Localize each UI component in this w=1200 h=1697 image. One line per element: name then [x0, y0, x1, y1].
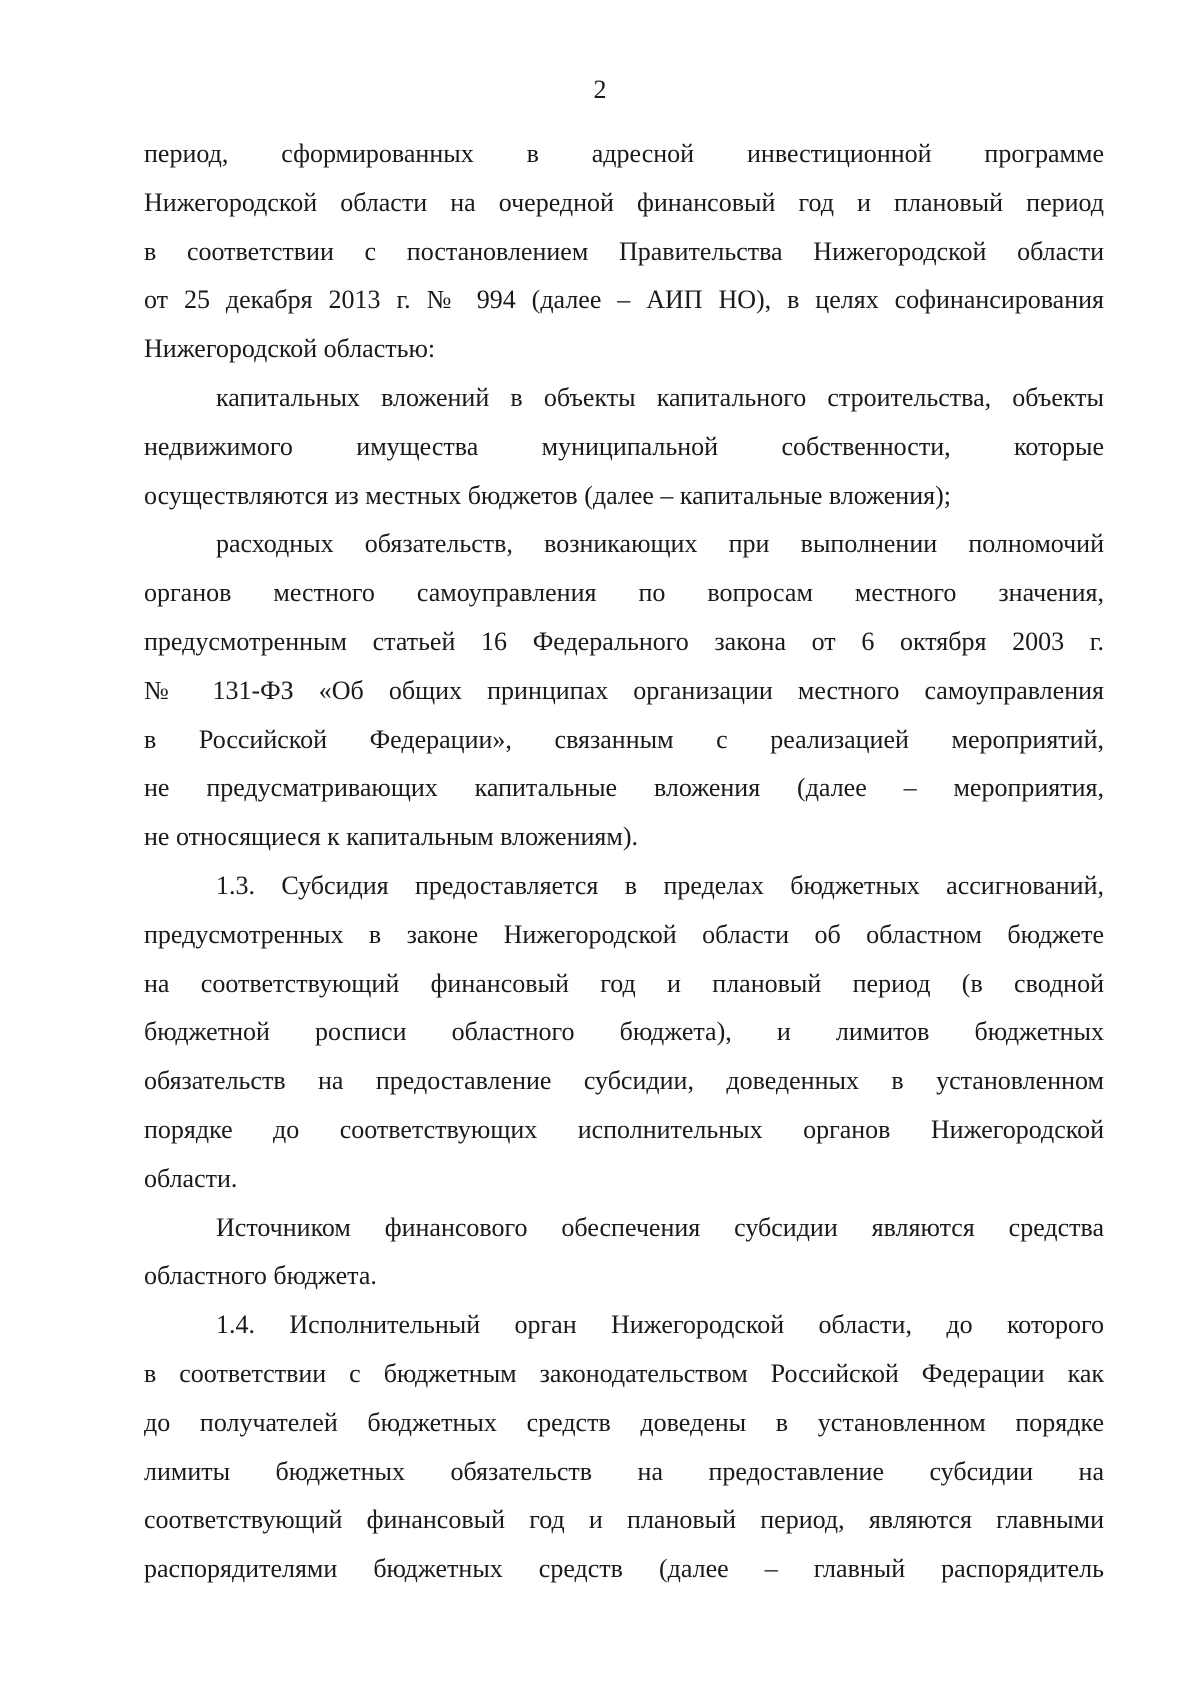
text-line: Нижегородской областью: [144, 334, 436, 364]
text-line: № 131-ФЗ «Об общих принципах организации местного самоуправления [144, 675, 1104, 705]
text-line: обязательств на предоставление субсидии, доведенных в установленном [144, 1066, 1104, 1096]
text-line: капитальных вложений в объекты капитального строительства, объекты [216, 382, 1104, 412]
text-line: порядке до соответствующих исполнительных органов Нижегородской [144, 1114, 1104, 1144]
text-line: от 25 декабря 2013 г. № 994 (далее – АИП НО), в целях софинансирования [144, 285, 1104, 315]
document-body [144, 130, 1104, 1594]
text-line: 1.3. Субсидия предоставляется в пределах бюджетных ассигнований, [216, 870, 1104, 900]
text-line: в Российской Федерации», связанным с реализацией мероприятий, [144, 724, 1104, 754]
text-line: недвижимого имущества муниципальной собственности, которые [144, 431, 1104, 461]
text-line: не относящиеся к капитальным вложениям). [144, 822, 638, 852]
text-line: осуществляются из местных бюджетов (далее – капитальные вложения); [144, 480, 951, 510]
text-line: не предусматривающих капитальные вложения (далее – мероприятия, [144, 773, 1104, 803]
text-line: бюджетной росписи областного бюджета), и лимитов бюджетных [144, 1017, 1104, 1047]
text-line: соответствующий финансовый год и плановый период, являются главными [144, 1505, 1104, 1535]
text-line: на соответствующий финансовый год и плановый период (в сводной [144, 968, 1104, 998]
text-line: в соответствии с постановлением Правительства Нижегородской области [144, 236, 1104, 266]
text-line: период, сформированных в адресной инвестиционной программе [144, 139, 1104, 168]
page-number: 2 [593, 75, 607, 104]
text-line: Источником финансового обеспечения субсидии являются средства [216, 1212, 1104, 1242]
text-line: распорядителями бюджетных средств (далее – главный распорядитель [144, 1554, 1104, 1584]
text-line: расходных обязательств, возникающих при выполнении полномочий [216, 529, 1104, 559]
text-line: Нижегородской области на очередной финансовый год и плановый период [144, 187, 1104, 217]
text-line: до получателей бюджетных средств доведены в установленном порядке [144, 1407, 1104, 1437]
text-line: областного бюджета. [144, 1261, 377, 1291]
text-line: области. [144, 1163, 238, 1193]
text-line: лимиты бюджетных обязательств на предоставление субсидии на [144, 1456, 1104, 1486]
text-line: в соответствии с бюджетным законодательством Российской Федерации как [144, 1358, 1104, 1388]
text-line: предусмотренным статьей 16 Федерального закона от 6 октября 2003 г. [144, 626, 1104, 656]
text-line: органов местного самоуправления по вопросам местного значения, [144, 578, 1104, 608]
text-line: 1.4. Исполнительный орган Нижегородской области, до которого [216, 1310, 1104, 1340]
text-line: предусмотренных в законе Нижегородской области об областном бюджете [144, 919, 1104, 949]
